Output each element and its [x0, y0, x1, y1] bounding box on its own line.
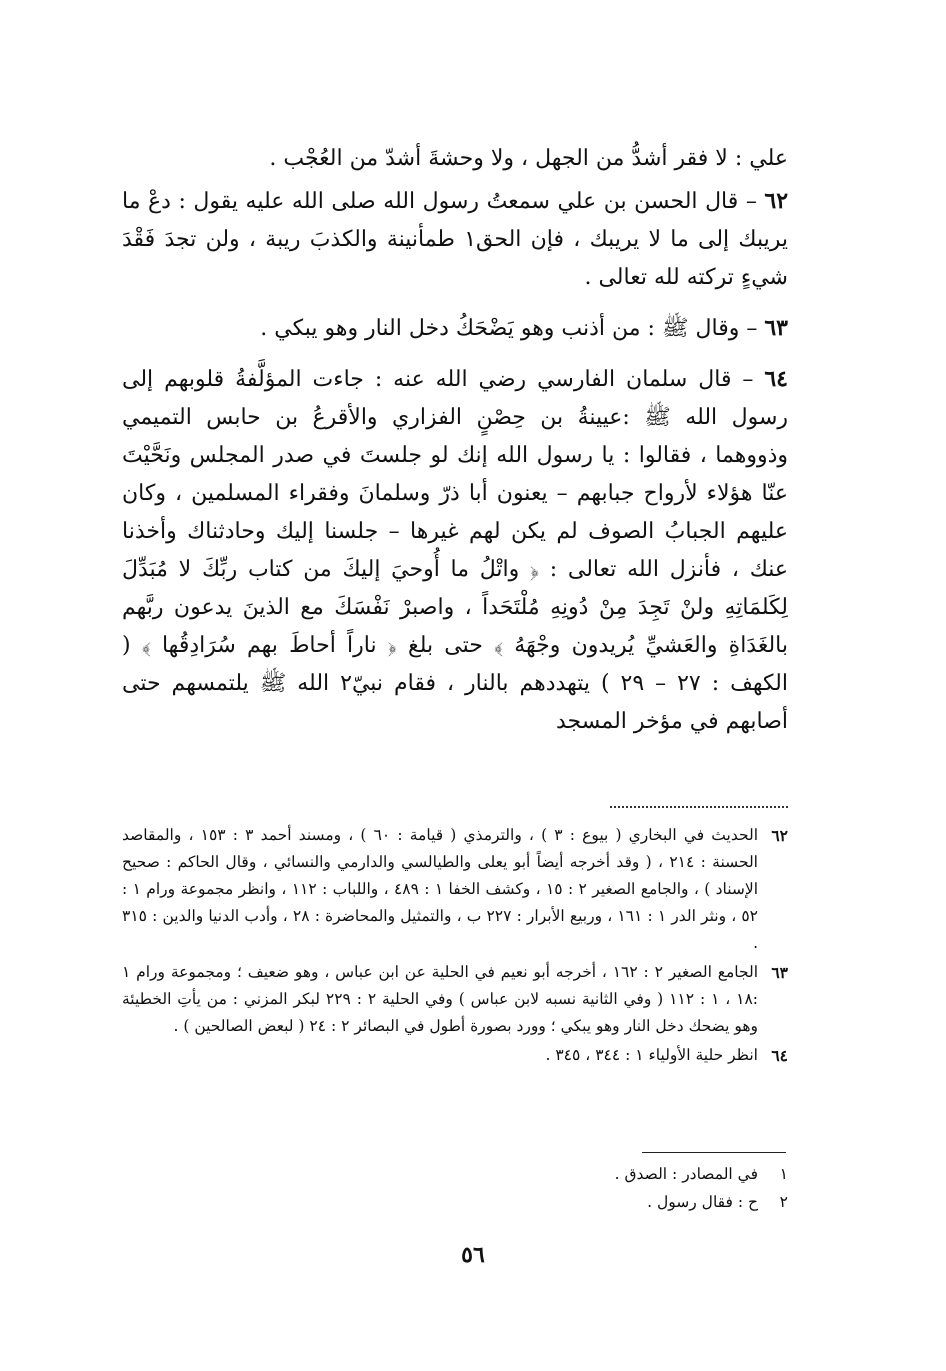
critical-apparatus [122, 1160, 788, 1216]
main-text [122, 140, 788, 753]
apparatus-number: ٢ [779, 1193, 788, 1211]
apparatus-text: ح : فقال رسول . [647, 1193, 758, 1211]
hadith-63 [122, 309, 788, 348]
footnote-separator-dotted [610, 806, 788, 808]
note-62 [122, 822, 788, 957]
apparatus-item-1 [122, 1160, 788, 1188]
note-number: ٦٣ [771, 963, 788, 982]
hadith-64 [122, 360, 788, 741]
note-63 [122, 959, 788, 1040]
apparatus-text: في المصادر : الصدق . [614, 1165, 758, 1183]
hadith-number: ٦٣ [764, 315, 788, 341]
note-text: انظر حلية الأولياء ١ : ٣٤٤ ، ٣٤٥ . [545, 1046, 758, 1064]
note-number: ٦٢ [771, 826, 788, 845]
note-64 [122, 1042, 788, 1069]
intro-paragraph: علي : لا فقر أشدُّ من الجهل ، ولا وحشةَ أشدّ من العُجْب . [269, 146, 788, 171]
hadith-number: ٦٤ [764, 366, 788, 392]
hadith-text: – قال سلمان الفارسي رضي الله عنه : جاءت المؤلَّفةُ قلوبهم إلى رسول الله ﷺ :عيينةُ بن حِصْنٍ الفزاري والأقرعُ بن حابس التميمي وذووهما ، فقالوا : يا رسول الله إنك لو جلستَ في صدر المجلس ونَحَّيْتَ عنّا هؤلاء لأرواح جبابهم – يعنون أبا ذرّ وسلمانَ وفقراء المسلمين ، وكان عليهم الجبابُ الصوف لم يكن لهم غيرها – جلسنا إليك وحادثناك وأخذنا عنك ، فأنزل الله تعالى : ﴿ واتْلُ ما أُوحيَ إليكَ من كتاب ربِّكَ لا مُبَدِّلَ لِكَلمَاتِهِ ولنْ تَجِدَ مِنْ دُونِهِ مُلْتَحَداً ، واصبرْ نَفْسَكَ مع الذينَ يدعون ربَّهم بالغَدَاةِ والعَشيِّ يُريدون وجْهَهُ ﴾ حتى بلغ ﴿ ناراً أحاطَ بهم سُرَادِقُها ﴾ ( الكهف : ٢٧ – ٢٩ ) يتهددهم بالنار ، فقام نبيّ٢ الله ﷺ يلتمسهم حتى أصابهم في مؤخر المسجد [122, 367, 788, 734]
hadith-62 [122, 182, 788, 297]
note-text: الجامع الصغير ٢ : ١٦٢ ، أخرجه أبو نعيم في الحلية عن ابن عباس ، وهو ضعيف ؛ ومجموعة ورام ١ :١٨ ، ١ : ١١٢ ( وفي الثانية نسبه لابن عباس ) وفي الحلية ٢ : ٢٢٩ لبكر المزني : من يأتِ الخطيئة وهو يضحك دخل النار وهو يبكي ؛ وورد بصورة أطول في البصائر ٢ : ٢٤ ( لبعض الصالحين ) . [122, 963, 759, 1035]
hadith-text: – قال الحسن بن علي سمعتُ رسول الله صلى الله عليه يقول : دعْ ما يريبك إلى ما لا يريبك ، فإن الحق١ طمأنينة والكذبَ ريبة ، ولن تجدَ فَقْدَ شيءٍ تركته لله تعالى . [122, 189, 788, 290]
page-number: ٥٦ [461, 1242, 485, 1268]
source-notes [122, 822, 788, 1071]
apparatus-item-2 [122, 1188, 788, 1216]
hadith-number: ٦٢ [764, 188, 789, 214]
note-text: الحديث في البخاري ( بيوع : ٣ ) ، والترمذي ( قيامة : ٦٠ ) ، ومسند أحمد ٣ : ١٥٣ ، والمقاصد الحسنة : ٢١٤ ، ( وقد أخرجه أيضاً أبو يعلى والطيالسي والدارمي والنسائي ، وقال الحاكم : صحيح الإسناد ) ، والجامع الصغير ٢ : ١٥ ، وكشف الخفا ١ : ٤٨٩ ، واللباب : ١١٢ ، وانظر مجموعة ورام ١ : ٥٢ ، ونثر الدر ١ : ١٦١ ، وربيع الأبرار : ٢٢٧ ب ، والتمثيل والمحاضرة : ٢٨ ، وأدب الدنيا والدين : ٣١٥ . [122, 826, 759, 952]
apparatus-number: ١ [779, 1165, 788, 1183]
note-number: ٦٤ [771, 1046, 788, 1065]
apparatus-separator [642, 1152, 786, 1153]
hadith-text: – وقال ﷺ : من أذنب وهو يَضْحَكُ دخل النار وهو يبكي . [260, 316, 758, 341]
